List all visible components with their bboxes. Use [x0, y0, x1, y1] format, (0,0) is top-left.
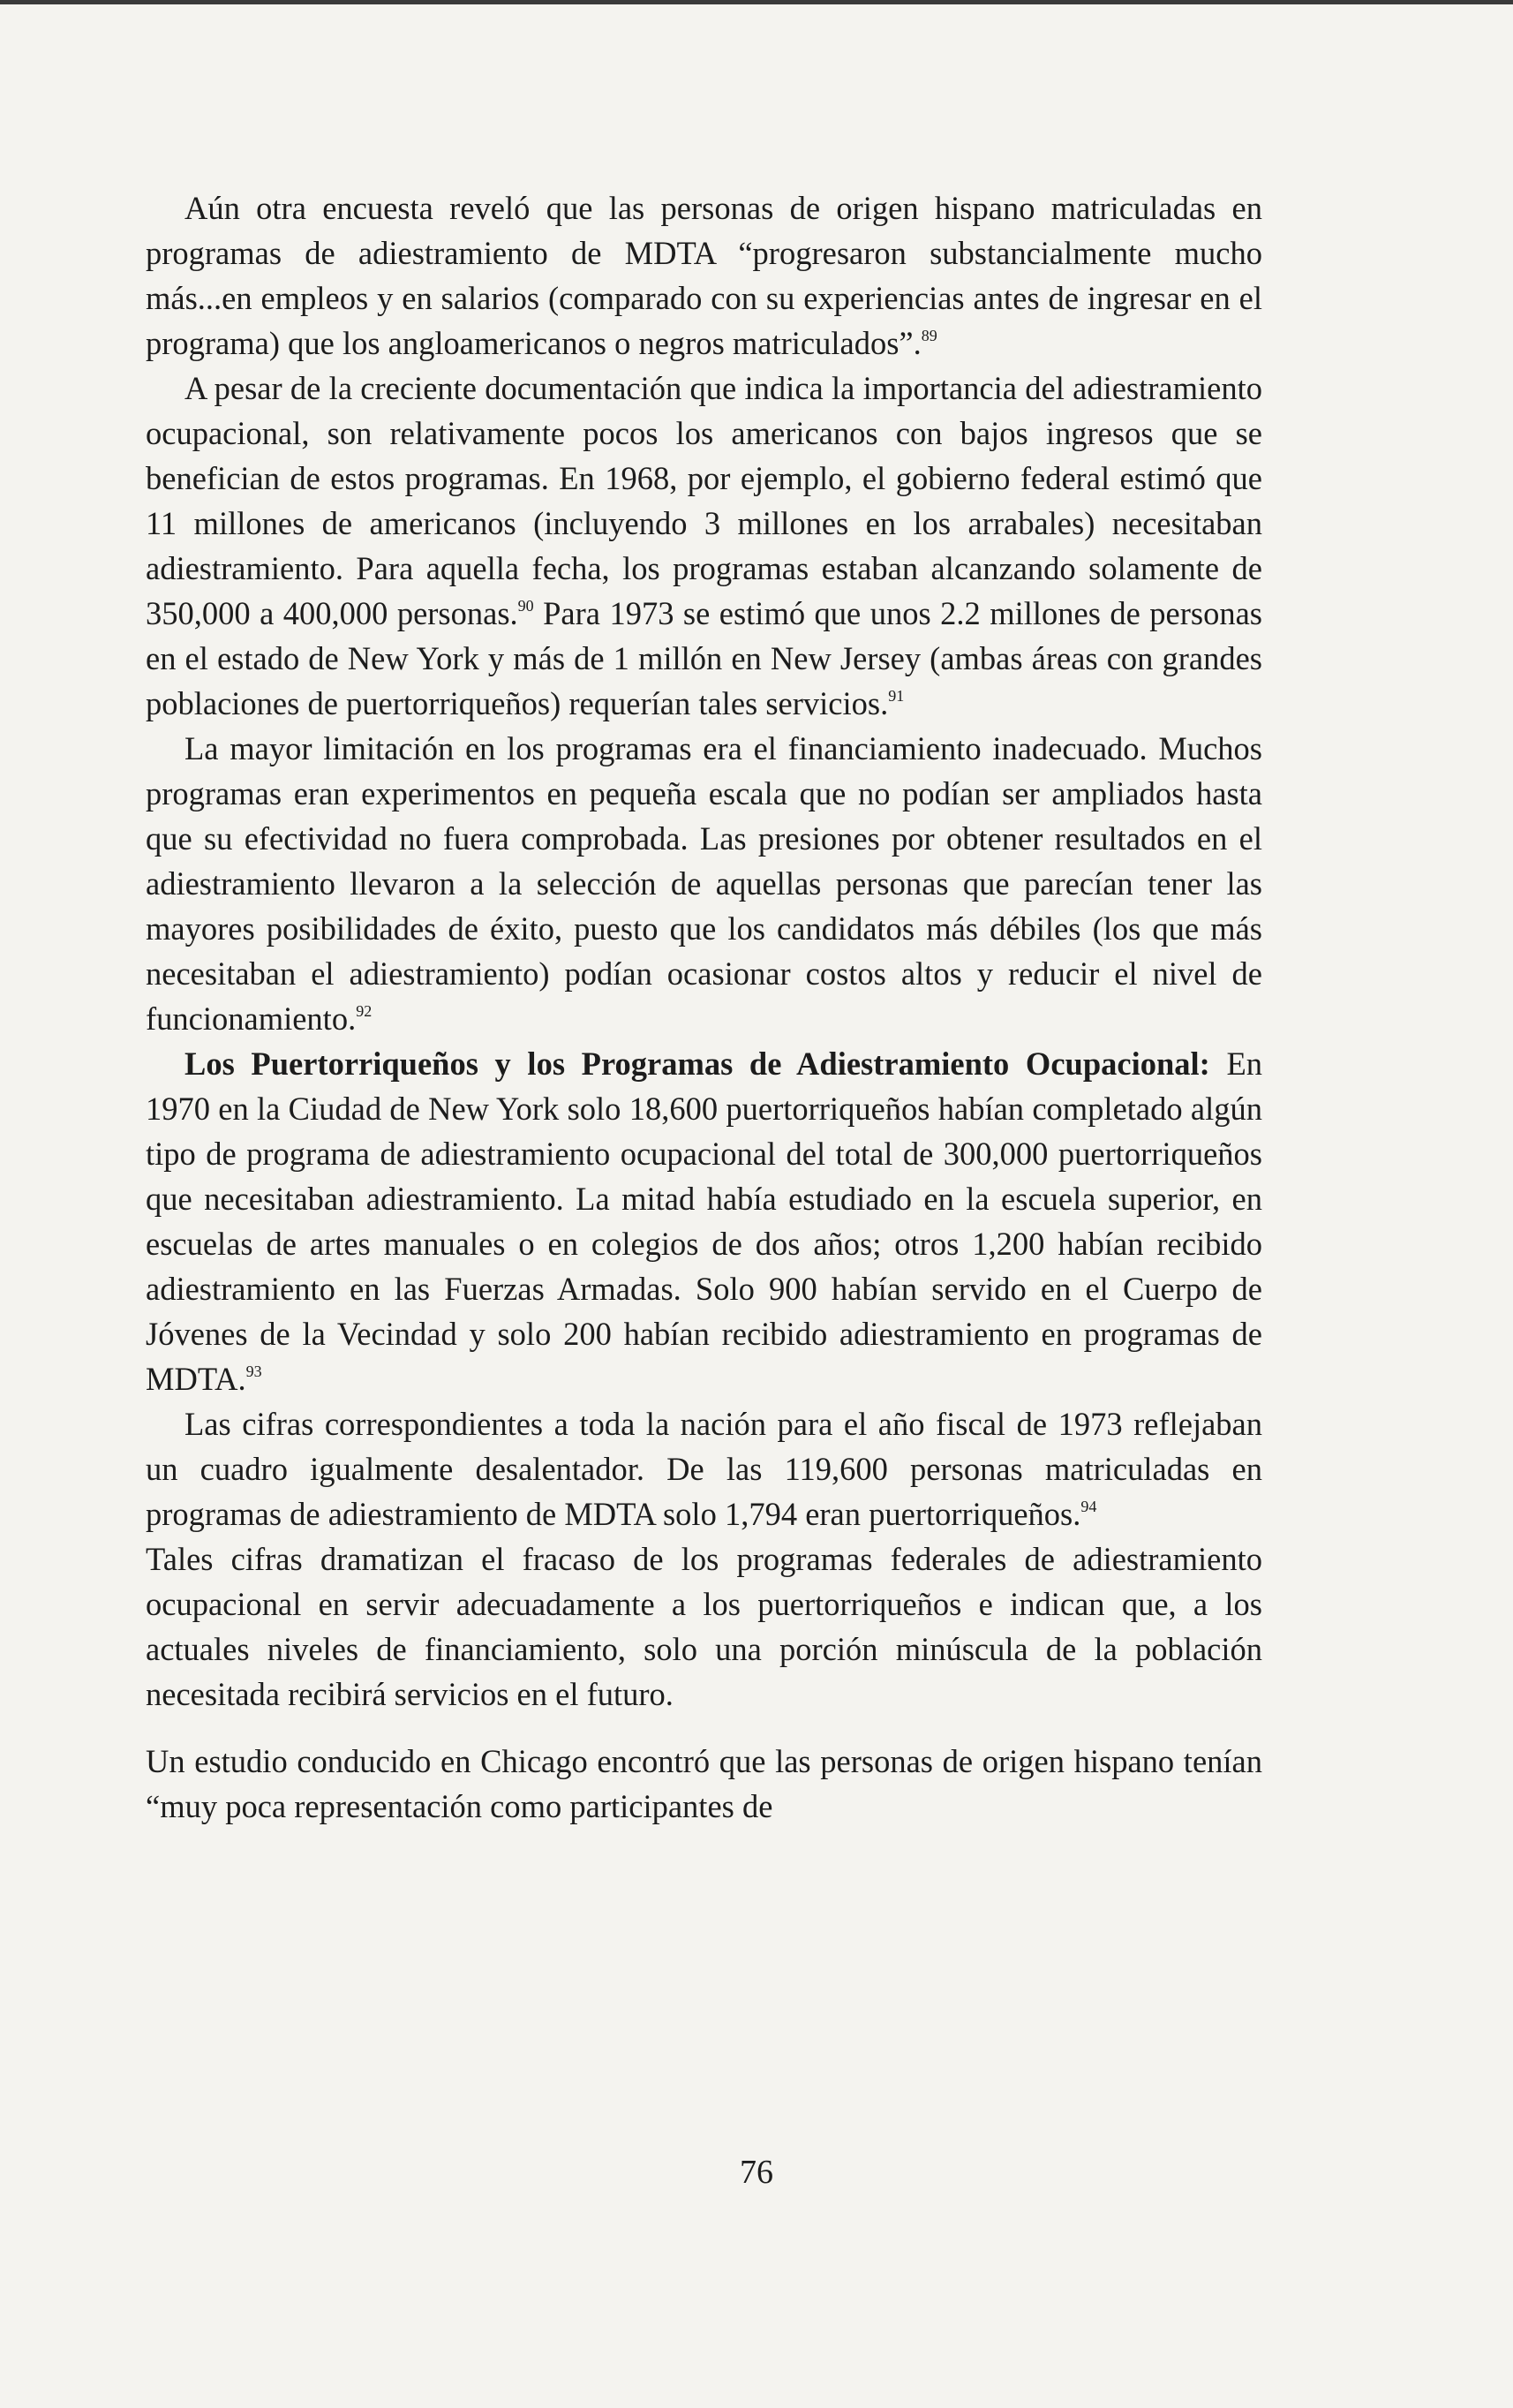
section-heading: Los Puertorriqueños y los Programas de Adiestramiento Ocupacional:: [184, 1045, 1210, 1082]
paragraph-2-text-a: A pesar de la creciente documentación que indica la importancia del adiestramiento ocupacional, son relativamente pocos los americanos con bajos ingresos que se benefician de estos programas. En 1968, por ejemplo, el gobierno federal estimó que 11 millones de americanos (incluyendo 3 millones en los arrabales) necesitaban adiestramiento. Para aquella fecha, los programas estaban alcanzando solamente de 350,000 a 400,000 personas.: [146, 370, 1262, 631]
top-border-rule: [0, 0, 1513, 4]
paragraph-5-text: Las cifras correspondientes a toda la nación para el año fiscal de 1973 reflejaban un cuadro igualmente desalentador. De las 119,600 personas matriculadas en programas de adiestramiento de MDTA solo 1,794 eran puertorriqueños.: [146, 1406, 1262, 1532]
footnote-ref-94[interactable]: 94: [1080, 1498, 1097, 1515]
paragraph-7: [146, 1739, 1262, 1829]
paragraph-4-text: En 1970 en la Ciudad de New York solo 18,600 puertorriqueños habían completado algún tipo de programa de adiestramiento ocupacional del total de 300,000 puertorriqueños que necesitaban adiestramiento. La mitad había estudiado en la escuela superior, en escuelas de artes manuales o en colegios de dos años; otros 1,200 habían recibido adiestramiento en las Fuerzas Armadas. Solo 900 habían servido en el Cuerpo de Jóvenes de la Vecindad y solo 200 habían recibido adiestramiento en programas de MDTA.: [146, 1045, 1262, 1397]
paragraph-6: [146, 1536, 1262, 1717]
paragraph-1-text: Aún otra encuesta reveló que las personas de origen hispano matriculadas en programas de adiestramiento de MDTA “progresaron substancialmente mucho más...en empleos y en salarios (comparado con su experiencias antes de ingresar en el programa) que los angloamericanos o negros matriculados”.: [146, 190, 1262, 361]
footnote-ref-91[interactable]: 91: [888, 687, 905, 705]
paragraph-3: [146, 726, 1262, 1041]
footnote-ref-93[interactable]: 93: [245, 1363, 262, 1380]
paragraph-2: [146, 366, 1262, 726]
paragraph-1: [146, 185, 1262, 366]
page-number: 76: [740, 2154, 773, 2191]
footnote-ref-92[interactable]: 92: [356, 1002, 373, 1020]
paragraph-4: [146, 1041, 1262, 1401]
paragraph-3-text: La mayor limitación en los programas era el financiamiento inadecuado. Muchos programas eran experimentos en pequeña escala que no podían ser ampliados hasta que su efectividad no fuera comprobada. Las presiones por obtener resultados en el adiestramiento llevaron a la selección de aquellas personas que parecían tener las mayores posibilidades de éxito, puesto que los candidatos más débiles (los que más necesitaban el adiestramiento) podían ocasionar costos altos y reducir el nivel de funcionamiento.: [146, 730, 1262, 1037]
paragraph-2-text-b: Para 1973 se estimó que unos 2.2 millones de personas en el estado de New York y más de 1 millón en New Jersey (ambas áreas con grandes poblaciones de puertorriqueños) requerían tales servicios.: [146, 595, 1262, 721]
paragraph-5: [146, 1401, 1262, 1536]
paragraph-6-text: Tales cifras dramatizan el fracaso de los programas federales de adiestramiento ocupacional en servir adecuadamente a los puertorriqueños e indican que, a los actuales niveles de financiamiento, solo una porción minúscula de la población necesitada recibirá servicios en el futuro.: [146, 1541, 1262, 1712]
footnote-ref-90[interactable]: 90: [517, 597, 534, 615]
paragraph-7-text: Un estudio conducido en Chicago encontró que las personas de origen hispano tenían “muy poca representación como participantes de: [146, 1743, 1262, 1824]
page-body: [146, 185, 1262, 1829]
footnote-ref-89[interactable]: 89: [921, 327, 937, 344]
